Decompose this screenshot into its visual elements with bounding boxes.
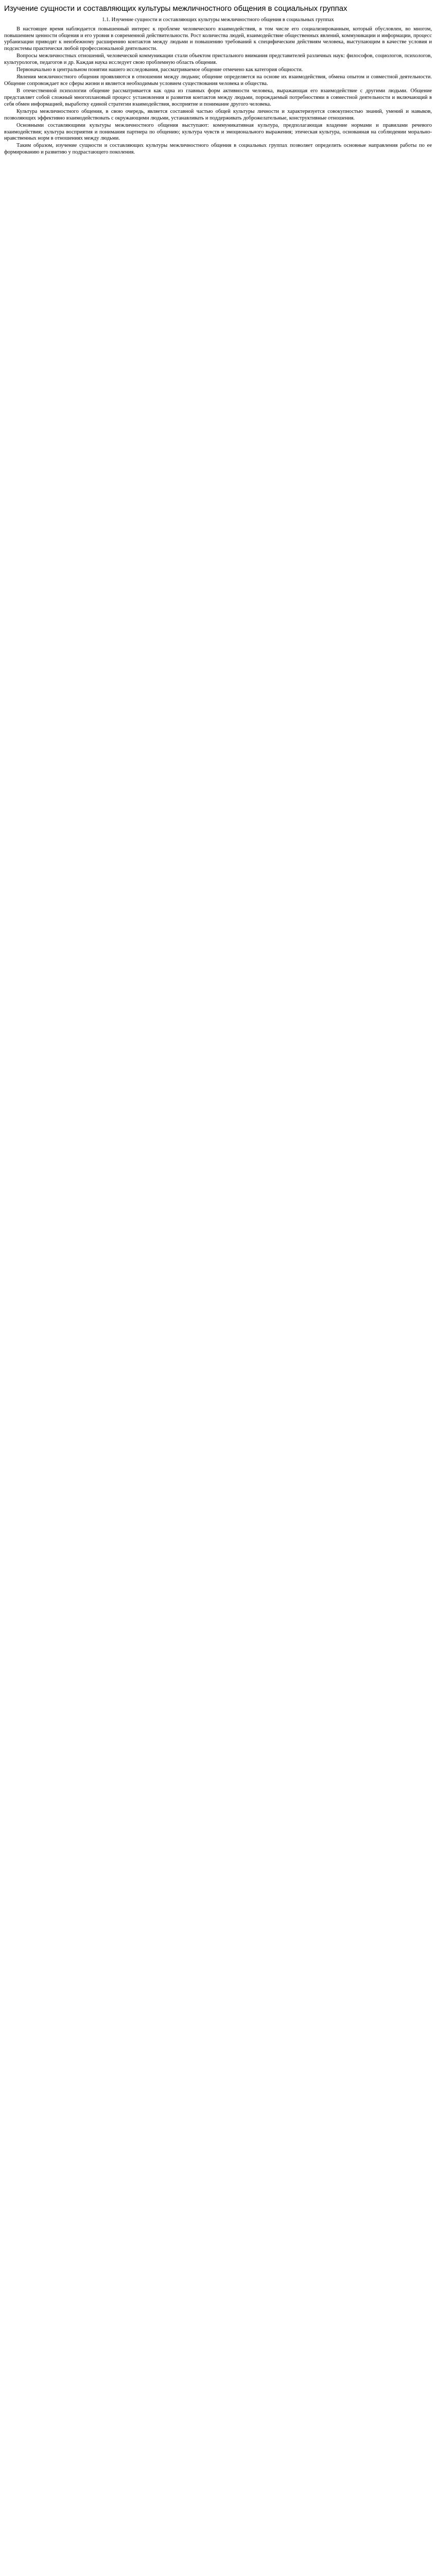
paragraph: Таким образом, изучение сущности и составляющих культуры межличностного общения в социальных группах позволяет определить основные направления работы по ее формированию и развитию у подрастающего поколения. — [4, 143, 432, 156]
paragraph: Первоначально в центральном понятии нашего исследования, рассматриваемое общение отмечено как категория общности. — [16, 67, 303, 73]
paragraph: Вопросы межличностных отношений, человеческой коммуникации стали объектом пристального внимания представителей различных наук: философов, социологов, психологов, культурологов, педагогов и др. Каждая наука исследует свою проблемную область общения. — [4, 53, 432, 66]
paragraph: В настоящее время наблюдается повышенный интерес к проблеме человеческого взаимодействия, в том числе его социализированным, который обусловлен, во многом, повышением ценности общения и его уровня в современной действительности. Рост количества людей, взаимодействие общественных явлений, коммуникации и информации, процесс урбанизации приводят к неизбежному расширению контактов между людьми и повышению требований к специфическим действиям человека, выступающим в качестве условия и подсистемы практически любой профессиональной деятельности. — [4, 26, 432, 52]
paragraph: Явления межличностного общения проявляются в отношении между людьми; общение определяется на основе их взаимодействия, обмена опытом и совместной деятельности. Общение сопровождает все сферы жизни и является необходимым условием существования человека и общества. — [4, 74, 432, 87]
section-subtitle: 1.1. Изучение сущности и составляющих культуры межличностного общения в социальных группах — [102, 17, 334, 23]
paragraph: Культура межличностного общения, в свою очередь, является составной частью общей культуры личности и характеризуется совокупностью знаний, умений и навыков, позволяющих эффективно взаимодействовать с окружающими людьми, устанавливать и поддерживать доброжелательные, конструктивные отношения. — [4, 108, 432, 121]
document-title: Изучение сущности и составляющих культуры межличностного общения в социальных группах — [4, 4, 347, 13]
paragraph: В отечественной психологии общение рассматривается как одна из главных форм активности человека, выражающая его взаимодействие с другими людьми. Общение представляет собой сложный многоплановый процесс установления и развития контактов между людьми, порождаемый потребностями в совместной деятельности и включающий в себя обмен информацией, выработку единой стратегии взаимодействия, восприятие и понимание другого человека. — [4, 88, 432, 107]
document-body — [4, 26, 432, 156]
paragraph: Основными составляющими культуры межличностного общения выступают: коммуникативная культура, предполагающая владение нормами и правилами речевого взаимодействия; культура восприятия и понимания партнера по общению; культура чувств и эмоционального выражения; этическая культура, основанная на соблюдении морально-нравственных норм в отношениях между людьми. — [4, 122, 432, 142]
